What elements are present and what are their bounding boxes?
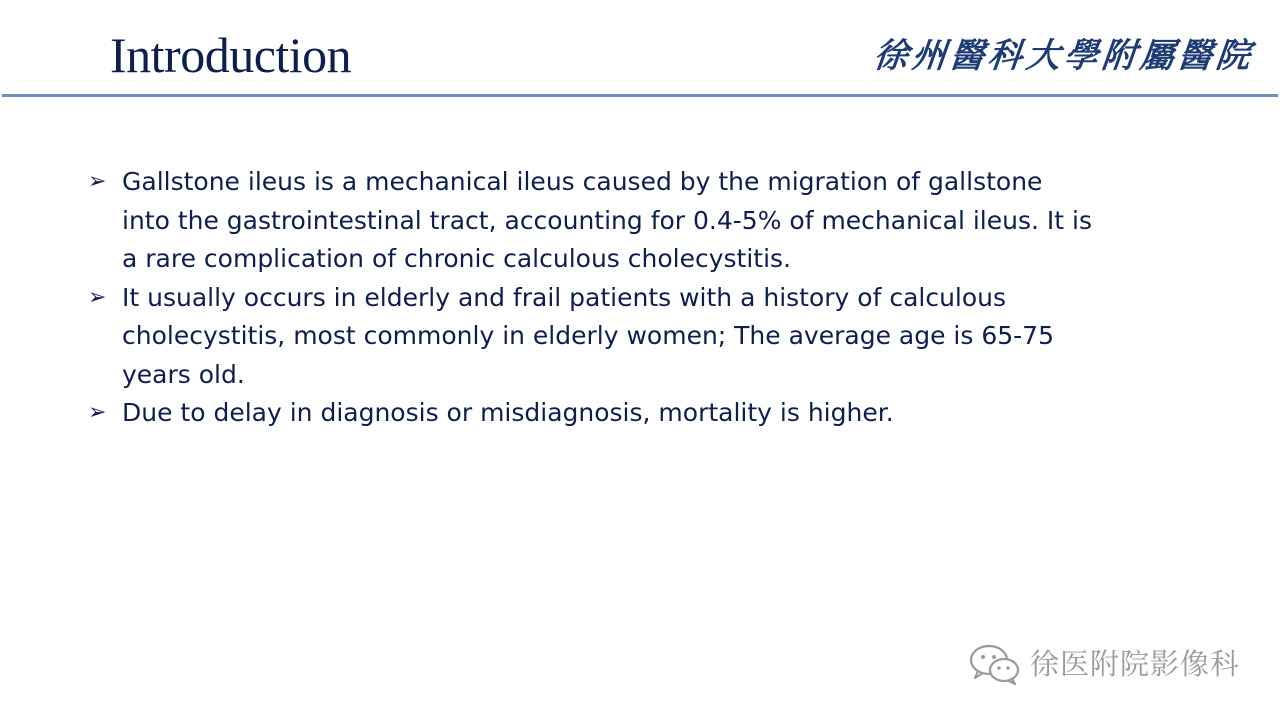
bullet-text: Gallstone ileus is a mechanical ileus caused by the migration of gallstone into the gastrointestinal tract, accounting for 0.4-5% of mechanical ileus. It is a rare complication of chronic calculous cholecystitis. bbox=[122, 167, 1092, 273]
bullet-item bbox=[88, 163, 1098, 279]
watermark bbox=[968, 642, 1240, 686]
hospital-logo: 徐州醫科大學附屬醫院 bbox=[871, 36, 1257, 76]
bullet-item bbox=[88, 394, 1098, 433]
bullet-list bbox=[88, 163, 1098, 433]
title-divider bbox=[2, 94, 1278, 97]
arrow-bullet-icon: ➢ bbox=[88, 400, 107, 425]
bullet-text: It usually occurs in elderly and frail patients with a history of calculous cholecystitis, most commonly in elderly women; The average age is 65-75 years old. bbox=[122, 282, 1054, 389]
arrow-bullet-icon: ➢ bbox=[88, 284, 107, 310]
watermark-text: 徐医附院影像科 bbox=[1029, 647, 1240, 681]
wechat-icon bbox=[968, 642, 1022, 686]
slide-title: Introduction bbox=[110, 27, 352, 83]
bullet-item bbox=[88, 279, 1098, 395]
bullet-text: Due to delay in diagnosis or misdiagnosis, mortality is higher. bbox=[122, 398, 894, 427]
arrow-bullet-icon: ➢ bbox=[88, 169, 107, 194]
